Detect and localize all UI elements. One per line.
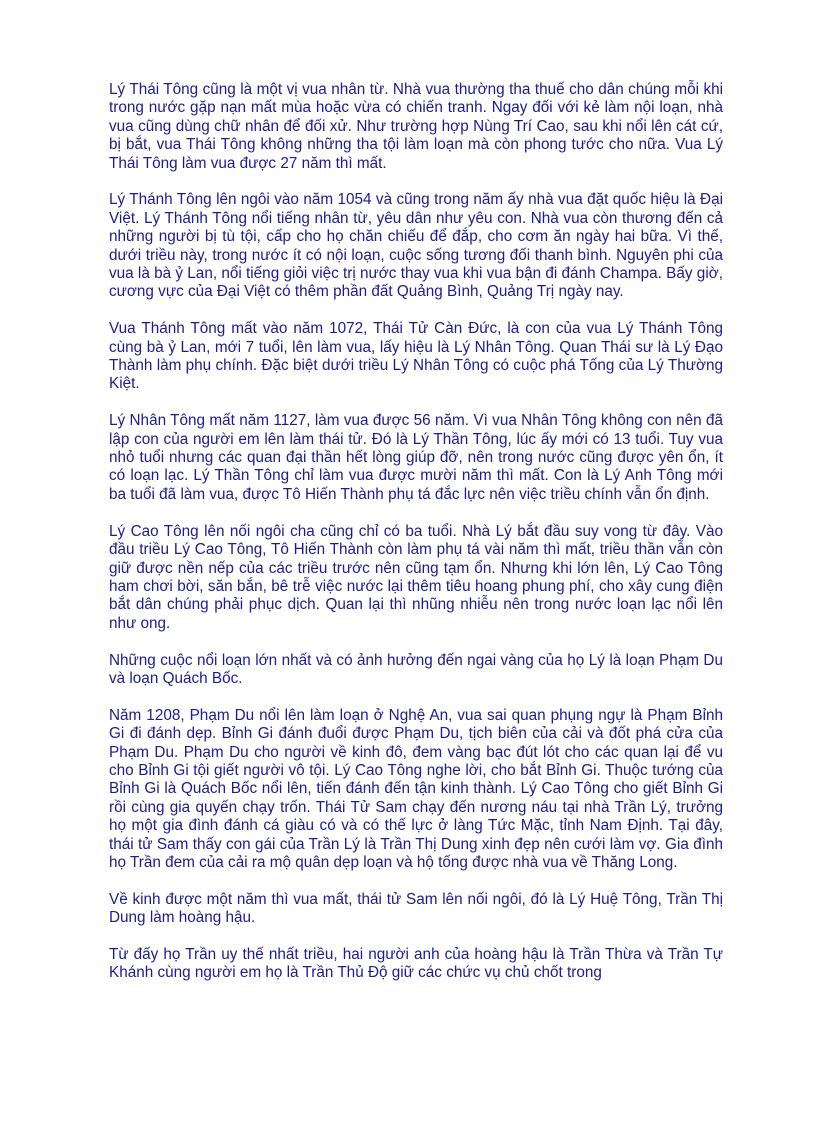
document-page (109, 81, 723, 1001)
paragraph-3: Vua Thánh Tông mất vào năm 1072, Thái Tử Càn Đức, là con của vua Lý Thánh Tông cùng bà ỷ Lan, mới 7 tuổi, lên làm vua, lấy hiệu là Lý Nhân Tông. Quan Thái sư là Lý Đạo Thành làm phụ chính. Đặc biệt dưới triều Lý Nhân Tông có cuộc phá Tống của Lý Thường Kiệt. (109, 320, 723, 393)
paragraph-2: Lý Thánh Tông lên ngôi vào năm 1054 và cũng trong năm ấy nhà vua đặt quốc hiệu là Đại Việt. Lý Thánh Tông nổi tiếng nhân từ, yêu dân như yêu con. Nhà vua còn thương đến cả những người bị tù tội, cấp cho họ chăn chiếu để đắp, cho cơm ăn ngày hai bữa. Vì thế, dưới triều này, trong nước ít có nội loạn, cuộc sống tương đối thanh bình. Nguyên phi của vua là bà ỷ Lan, nổi tiếng giỏi việc trị nước thay vua khi vua bận đi đánh Champa. Bấy giờ, cương vực của Đại Việt có thêm phần đất Quảng Bình, Quảng Trị ngày nay. (109, 191, 723, 301)
paragraph-1: Lý Thái Tông cũng là một vị vua nhân từ. Nhà vua thường tha thuế cho dân chúng mỗi khi trong nước gặp nạn mất mùa hoặc vừa có chiến tranh. Ngay đối với kẻ làm nội loạn, nhà vua cũng dùng chữ nhân để đối xử. Như trường hợp Nùng Trí Cao, sau khi nổi lên cát cứ, bị bắt, vua Thái Tông không những tha tội làm loạn mà còn phong tước cho nữa. Vua Lý Thái Tông làm vua được 27 năm thì mất. (109, 81, 723, 172)
paragraph-7: Năm 1208, Phạm Du nổi lên làm loạn ở Nghệ An, vua sai quan phụng ngự là Phạm Bỉnh Gi đi đánh dẹp. Bỉnh Gi đánh đuổi được Phạm Du, tịch biên của cải và đốt phá cửa của Phạm Du. Phạm Du cho người về kinh đô, đem vàng bạc đút lót cho các quan lại để vu cho Bỉnh Gi tội giết người vô tội. Lý Cao Tông nghe lời, cho bắt Bỉnh Gi. Thuộc tướng của Bỉnh Gi là Quách Bốc nổi lên, tiến đánh đến tận kinh thành. Lý Cao Tông cho giết Bỉnh Gi rồi cùng gia quyến chạy trốn. Thái Tử Sam chạy đến nương náu tại nhà Trần Lý, trưởng họ một gia đình đánh cá giàu có và có thế lực ở làng Tức Mặc, tỉnh Nam Định. Tại đây, thái tử Sam thấy con gái của Trần Lý là Trần Thị Dung xinh đẹp nên cưới làm vợ. Gia đình họ Trần đem của cải ra mộ quân dẹp loạn và hộ tống được nhà vua về Thăng Long. (109, 706, 723, 871)
paragraph-8: Về kinh được một năm thì vua mất, thái tử Sam lên nối ngôi, đó là Lý Huệ Tông, Trần Thị Dung làm hoàng hậu. (109, 890, 723, 927)
paragraph-9: Từ đấy họ Trần uy thế nhất triều, hai người anh của hoàng hậu là Trần Thừa và Trần Tự Khánh cùng người em họ là Trần Thủ Độ giữ các chức vụ chủ chốt trong (109, 945, 723, 982)
paragraph-5: Lý Cao Tông lên nối ngôi cha cũng chỉ có ba tuổi. Nhà Lý bắt đầu suy vong từ đây. Vào đầu triều Lý Cao Tông, Tô Hiến Thành còn làm phụ tá vài năm thì mất, triều thần vẫn còn giữ được nền nếp của các triều trước nên cũng tạm ổn. Nhưng khi lớn lên, Lý Cao Tông ham chơi bời, săn bắn, bê trễ việc nước lại thêm tiêu hoang phung phí, cho xây cung điện bắt dân chúng phải phục dịch. Quan lại thì nhũng nhiễu nên trong nước loạn lạc nổi lên như ong. (109, 522, 723, 632)
paragraph-6: Những cuộc nổi loạn lớn nhất và có ảnh hưởng đến ngai vàng của họ Lý là loạn Phạm Du và loạn Quách Bốc. (109, 651, 723, 687)
paragraph-4: Lý Nhân Tông mất năm 1127, làm vua được 56 năm. Vì vua Nhân Tông không con nên đã lập con của người em lên làm thái tử. Đó là Lý Thần Tông, lúc ấy mới có 13 tuổi. Tuy vua nhỏ tuổi nhưng các quan đại thần hết lòng giúp đỡ, nên trong nước cũng được yên ổn, ít có loạn lạc. Lý Thần Tông chỉ làm vua được mười năm thì mất. Con là Lý Anh Tông mới ba tuổi đã làm vua, được Tô Hiến Thành phụ tá đắc lực nên việc triều chính vẫn ổn định. (109, 412, 723, 503)
